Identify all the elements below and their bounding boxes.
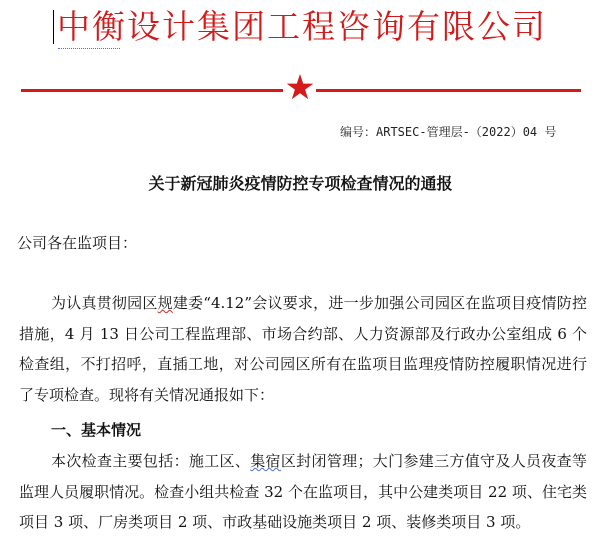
paragraph-basic-text-start: 本次检查主要包括：施工区、: [51, 452, 251, 470]
paragraph-intro: [19, 288, 587, 410]
document-title: 关于新冠肺炎疫情防控专项检查情况的通报: [148, 174, 453, 193]
section-heading-basic-situation: 一、基本情况: [51, 421, 142, 439]
organization-name: 中衡设计集团工程咨询有限公司: [57, 7, 547, 46]
paragraph-intro-text-rest: 建委“4.12”会议要求，进一步加强公司园区在监项目疫情防控措施，4 月 13 日公司工程监理部、市场合约部、人力资源部及行政办公室组成 6 个检查组，不打招呼，直插工地，对公司园区所有在监项目监理疫情防控履职情况进行了专项检查。现将有关情况通报如下：: [19, 294, 587, 404]
spellcheck-marked-text: 规: [157, 294, 173, 312]
paragraph-basic-text-rest: 区封闭管理；大门参建三方值守及人员夜查等监理人员履职情况。检查小组共检查 32 个在监项目，其中公建类项目 22 项、住宅类项目 3 项、厂房类项目 2 项、市政基础设施类项目 2 项、装修类项目 3 项。: [19, 452, 587, 531]
salutation: 公司各在监项目：: [17, 234, 138, 252]
text-cursor: [53, 10, 54, 44]
document-number: 编号：ARTSEC-管理层-（2022）04 号: [340, 125, 557, 139]
letterhead-rule-right: [316, 89, 581, 92]
spellcheck-marked-text: 集宿: [250, 452, 281, 470]
paragraph-intro-text-start: 为认真贯彻园区: [51, 294, 158, 312]
letterhead-rule-left: [21, 89, 283, 92]
red-star-icon: [286, 73, 314, 101]
paragraph-basic-situation: [19, 446, 587, 538]
spellcheck-underline: [58, 44, 120, 49]
